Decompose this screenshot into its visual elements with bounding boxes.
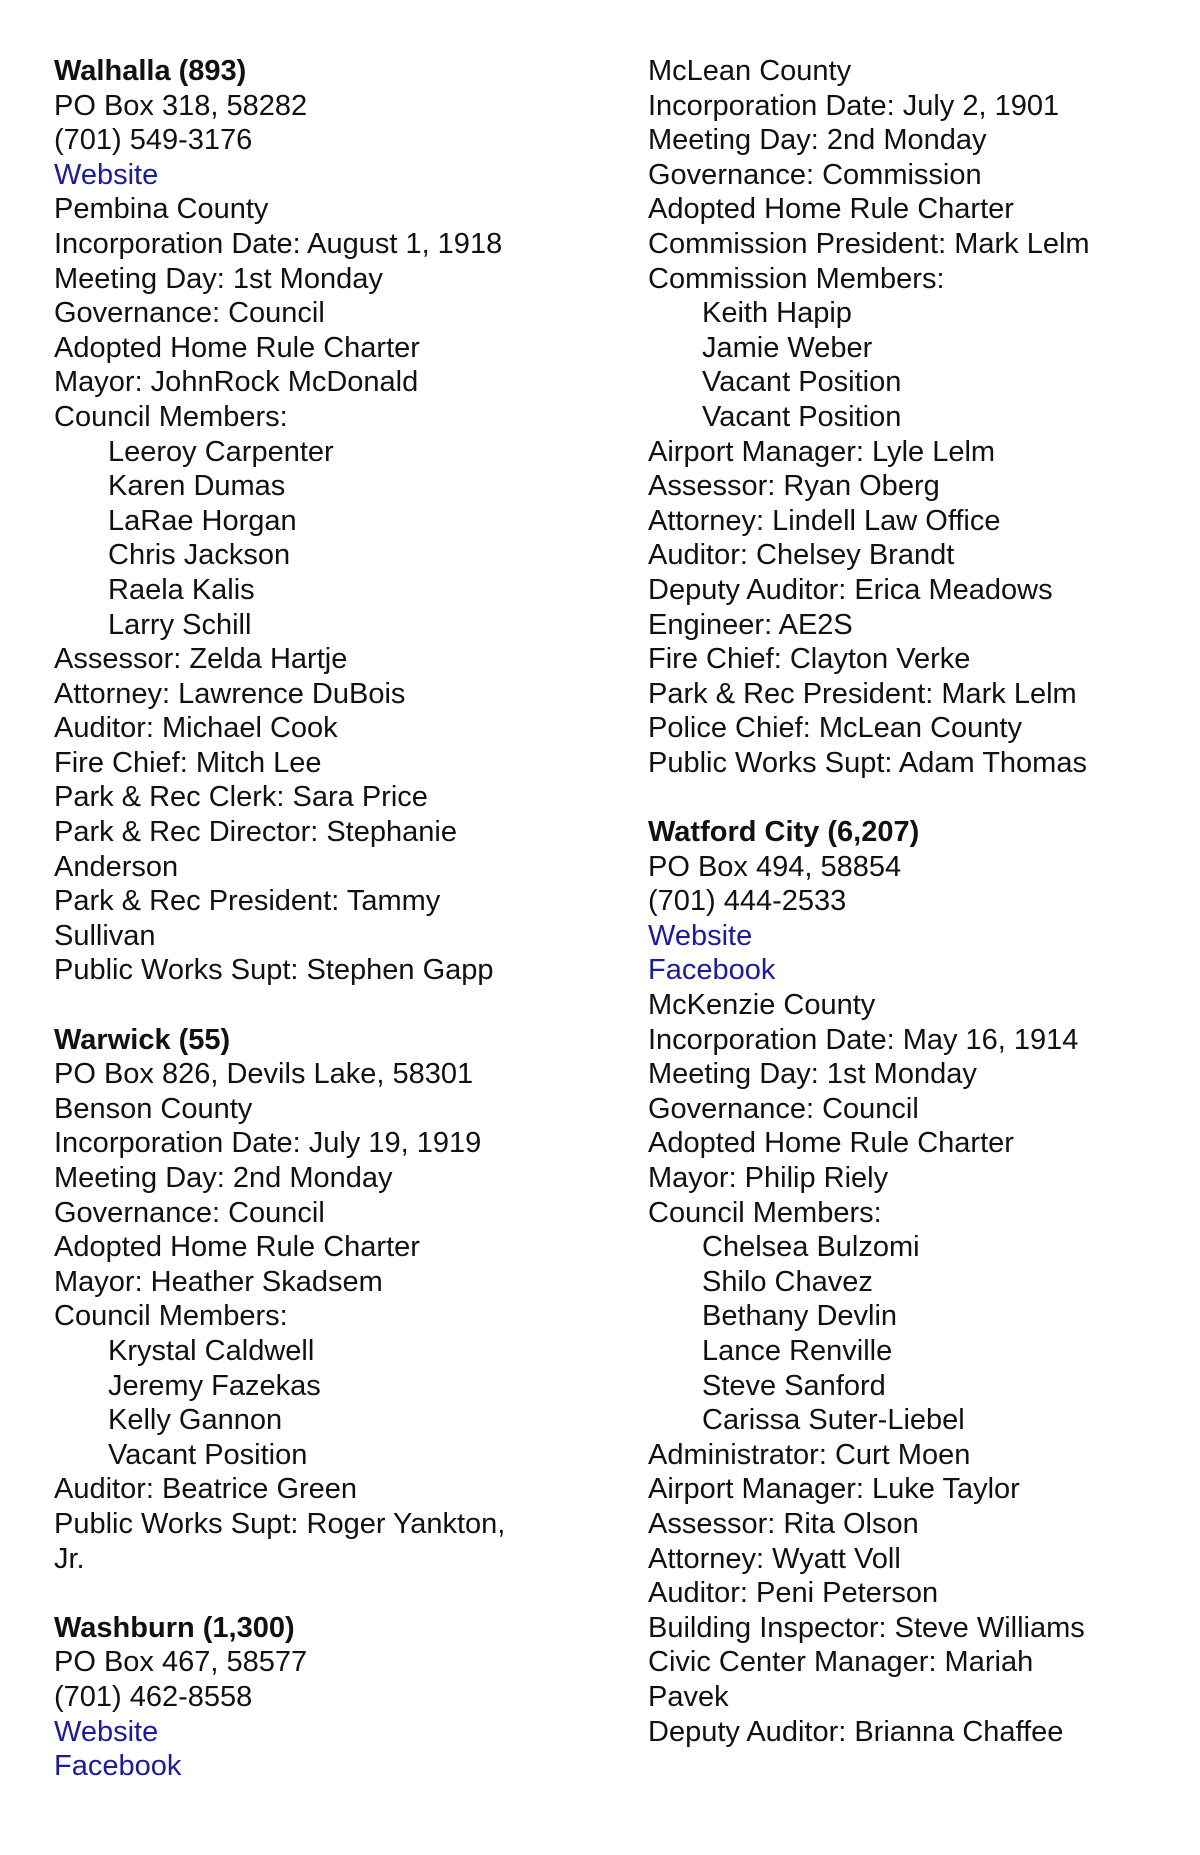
city-entry-washburn — [54, 1611, 544, 1784]
official: Public Works Supt: Adam Thomas — [648, 746, 1087, 779]
council-heading: Council Members: — [54, 1300, 288, 1333]
address: PO Box 467, 58577 — [54, 1646, 308, 1679]
official-cont: Pavek — [648, 1680, 729, 1713]
official: Fire Chief: Mitch Lee — [54, 746, 322, 779]
council-member: Shilo Chavez — [702, 1265, 873, 1298]
council-member: Karen Dumas — [108, 470, 286, 503]
official: Auditor: Michael Cook — [54, 712, 338, 745]
home-rule-charter: Adopted Home Rule Charter — [648, 1127, 1014, 1160]
home-rule-charter: Adopted Home Rule Charter — [54, 331, 420, 364]
council-member: Krystal Caldwell — [108, 1334, 315, 1367]
spacer — [54, 988, 544, 1023]
commission-member: Jamie Weber — [702, 331, 873, 364]
official: Deputy Auditor: Brianna Chaffee — [648, 1715, 1064, 1748]
official: Assessor: Ryan Oberg — [648, 470, 940, 503]
council-member: Bethany Devlin — [702, 1300, 898, 1333]
home-rule-charter: Adopted Home Rule Charter — [54, 1231, 420, 1264]
official: Assessor: Rita Olson — [648, 1507, 919, 1540]
official: Deputy Auditor: Erica Meadows — [648, 573, 1053, 606]
website-link[interactable]: Website — [648, 919, 753, 952]
home-rule-charter: Adopted Home Rule Charter — [648, 193, 1014, 226]
official: Police Chief: McLean County — [648, 712, 1022, 745]
incorporation-date: Incorporation Date: July 2, 1901 — [648, 89, 1060, 122]
council-member: Chris Jackson — [108, 539, 291, 572]
official: Airport Manager: Luke Taylor — [648, 1473, 1020, 1506]
incorporation-date: Incorporation Date: May 16, 1914 — [648, 1023, 1079, 1056]
official-cont: Anderson — [54, 850, 179, 883]
official-cont: Jr. — [54, 1542, 85, 1575]
council-member: Raela Kalis — [108, 573, 255, 606]
official: Park & Rec President: Tammy — [54, 885, 441, 918]
meeting-day: Meeting Day: 1st Monday — [54, 262, 383, 295]
city-title: Walhalla (893) — [54, 55, 247, 87]
official: Engineer: AE2S — [648, 608, 853, 641]
city-entry-walhalla — [54, 54, 544, 988]
official: Civic Center Manager: Mariah — [648, 1646, 1034, 1679]
council-heading: Council Members: — [54, 400, 288, 433]
council-member: Steve Sanford — [702, 1369, 886, 1402]
facebook-link[interactable]: Facebook — [648, 954, 776, 987]
right-column — [648, 54, 1168, 1749]
official: Fire Chief: Clayton Verke — [648, 643, 971, 676]
county: Benson County — [54, 1092, 253, 1125]
council-member: Larry Schill — [108, 608, 252, 641]
official: Park & Rec Clerk: Sara Price — [54, 781, 428, 814]
official-cont: Sullivan — [54, 919, 156, 952]
official: Attorney: Lindell Law Office — [648, 504, 1001, 537]
governance: Governance: Commission — [648, 158, 982, 191]
governance: Governance: Council — [54, 1196, 325, 1229]
official: Public Works Supt: Stephen Gapp — [54, 954, 494, 987]
council-heading: Council Members: — [648, 1196, 882, 1229]
city-entry-washburn-continued — [648, 54, 1168, 780]
mayor: Mayor: Philip Riely — [648, 1162, 889, 1194]
spacer — [648, 780, 1168, 815]
council-member: Carissa Suter-Liebel — [702, 1404, 965, 1437]
official: Auditor: Beatrice Green — [54, 1473, 358, 1506]
mayor: Mayor: Heather Skadsem — [54, 1265, 383, 1298]
spacer — [54, 1576, 544, 1611]
official: Public Works Supt: Roger Yankton, — [54, 1507, 506, 1540]
county: Pembina County — [54, 193, 269, 226]
commission-member: Vacant Position — [702, 366, 902, 399]
official: Auditor: Chelsey Brandt — [648, 539, 955, 572]
governance: Governance: Council — [54, 297, 325, 330]
address: PO Box 494, 58854 — [648, 850, 902, 883]
council-member: LaRae Horgan — [108, 504, 297, 537]
official: Park & Rec President: Mark Lelm — [648, 677, 1077, 710]
official: Assessor: Zelda Hartje — [54, 643, 348, 676]
phone: (701) 462-8558 — [54, 1680, 253, 1713]
county: McLean County — [648, 55, 852, 87]
address: PO Box 826, Devils Lake, 58301 — [54, 1058, 474, 1091]
city-entry-warwick — [54, 1023, 544, 1577]
city-title: Washburn (1,300) — [54, 1611, 295, 1644]
meeting-day: Meeting Day: 2nd Monday — [648, 124, 987, 157]
official: Park & Rec Director: Stephanie — [54, 816, 457, 849]
official: Building Inspector: Steve Williams — [648, 1611, 1085, 1644]
city-title: Warwick (55) — [54, 1023, 231, 1056]
meeting-day: Meeting Day: 2nd Monday — [54, 1162, 393, 1194]
commission-heading: Commission Members: — [648, 262, 945, 295]
county: McKenzie County — [648, 989, 876, 1022]
city-entry-watford-city — [648, 815, 1168, 1749]
council-member: Kelly Gannon — [108, 1404, 283, 1437]
city-title: Watford City (6,207) — [648, 816, 920, 849]
mayor: Mayor: JohnRock McDonald — [54, 366, 419, 399]
official: Auditor: Peni Peterson — [648, 1577, 939, 1610]
official: Attorney: Wyatt Voll — [648, 1542, 901, 1575]
meeting-day: Meeting Day: 1st Monday — [648, 1058, 977, 1091]
address: PO Box 318, 58282 — [54, 89, 308, 122]
phone: (701) 549-3176 — [54, 124, 253, 157]
commission-member: Keith Hapip — [702, 297, 852, 330]
commission-president: Commission President: Mark Lelm — [648, 227, 1090, 260]
website-link[interactable]: Website — [54, 158, 159, 191]
phone: (701) 444-2533 — [648, 885, 847, 918]
facebook-link[interactable]: Facebook — [54, 1750, 182, 1783]
council-member: Vacant Position — [108, 1438, 308, 1471]
left-column — [54, 54, 544, 1784]
official: Airport Manager: Lyle Lelm — [648, 435, 996, 468]
website-link[interactable]: Website — [54, 1715, 159, 1748]
council-member: Lance Renville — [702, 1334, 893, 1367]
official: Administrator: Curt Moen — [648, 1438, 971, 1471]
council-member: Leeroy Carpenter — [108, 435, 334, 468]
incorporation-date: Incorporation Date: July 19, 1919 — [54, 1127, 482, 1160]
incorporation-date: Incorporation Date: August 1, 1918 — [54, 227, 503, 260]
governance: Governance: Council — [648, 1092, 919, 1125]
commission-member: Vacant Position — [702, 400, 902, 433]
official: Attorney: Lawrence DuBois — [54, 677, 406, 710]
council-member: Chelsea Bulzomi — [702, 1231, 920, 1264]
council-member: Jeremy Fazekas — [108, 1369, 321, 1402]
